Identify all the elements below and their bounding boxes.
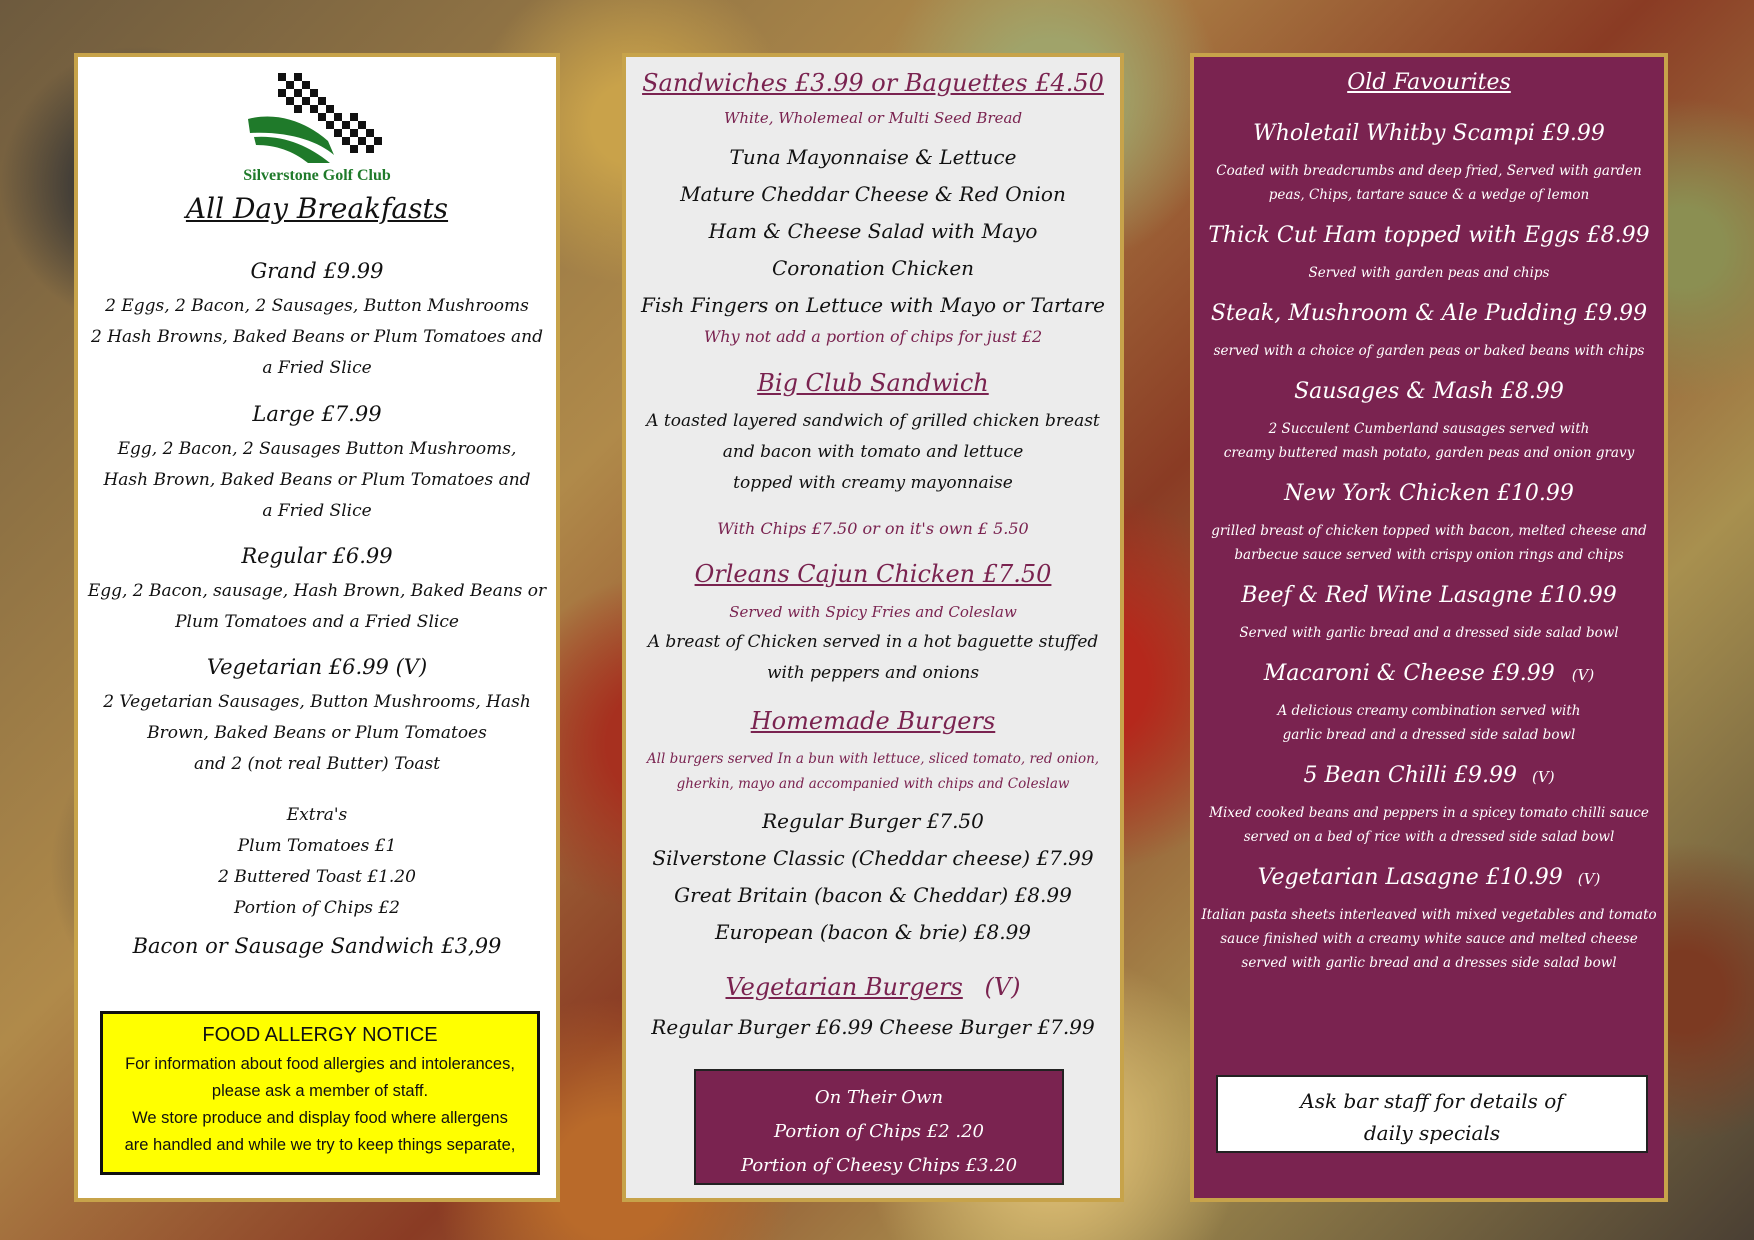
desc-line: Served with garlic bread and a dressed side salad bowl <box>1239 625 1619 641</box>
specials-line: daily specials <box>1363 1121 1501 1145</box>
desc-line: A breast of Chicken served in a hot baguette stuffed <box>647 632 1099 652</box>
own-heading: On Their Own <box>814 1087 944 1108</box>
filling-item: Coronation Chicken <box>771 256 975 280</box>
item-desc-large <box>78 434 556 527</box>
specials-line: Ask bar staff for details of <box>1300 1089 1564 1113</box>
desc-line: served on a bed of rice with a dressed side salad bowl <box>1243 829 1615 845</box>
cajun-desc <box>626 627 1120 689</box>
item-desc-scampi <box>1194 159 1664 207</box>
fillings-list <box>626 139 1120 324</box>
allergy-line: are handled and while we try to keep things separate, <box>124 1136 516 1154</box>
extras-item: Portion of Chips £2 <box>234 898 400 918</box>
own-item: Portion of Chips £2 .20 <box>773 1121 985 1142</box>
item-desc-beef-lasagne <box>1194 621 1664 645</box>
section-title-veg-burgers <box>626 973 1120 1001</box>
big-club-desc <box>626 406 1120 499</box>
sub-line: All burgers served In a bun with lettuce, sliced tomato, red onion, <box>646 751 1100 767</box>
veg-marker: (V) <box>1577 870 1601 888</box>
item-heading-macaroni <box>1194 661 1664 686</box>
extras-item: Plum Tomatoes £1 <box>237 836 397 856</box>
heading-text: 5 Bean Chilli £9.99 <box>1303 763 1518 788</box>
item-heading-large: Large £7.99 <box>252 402 382 426</box>
desc-line: Egg, 2 Bacon, 2 Sausages Button Mushrooms, <box>117 439 517 459</box>
heading-text: Vegetarian Lasagne £10.99 <box>1257 865 1563 890</box>
section-title-burgers: Homemade Burgers <box>750 707 996 735</box>
item-desc-macaroni <box>1194 699 1664 747</box>
desc-line: a Fried Slice <box>262 358 372 378</box>
specials-box <box>1216 1075 1648 1153</box>
veg-marker: (V) <box>984 973 1021 1001</box>
item-desc-vegetarian <box>78 687 556 780</box>
section-title-big-club: Big Club Sandwich <box>757 369 989 397</box>
filling-item: Fish Fingers on Lettuce with Mayo or Tartare <box>641 293 1105 317</box>
desc-line: a Fried Slice <box>262 501 372 521</box>
item-desc-sausages <box>1194 417 1664 465</box>
burgers-sub <box>626 747 1120 797</box>
section-title-breakfasts: All Day Breakfasts <box>185 192 449 225</box>
cajun-sub: Served with Spicy Fries and Coleslaw <box>729 603 1017 621</box>
silverstone-logo-icon <box>238 71 398 181</box>
desc-line: A toasted layered sandwich of grilled chicken breast <box>646 411 1100 431</box>
veg-burgers-title: Vegetarian Burgers <box>725 973 963 1001</box>
item-heading-grand: Grand £9.99 <box>250 259 384 283</box>
desc-line: A delicious creamy combination served with <box>1277 703 1581 719</box>
burgers-list <box>626 803 1120 951</box>
desc-line: Mixed cooked beans and peppers in a spicey tomato chilli sauce <box>1209 805 1649 821</box>
breakfast-panel <box>74 53 560 1202</box>
section-title-old-favourites: Old Favourites <box>1347 70 1511 95</box>
desc-line: served with a choice of garden peas or baked beans with chips <box>1213 343 1645 359</box>
extras-item: 2 Buttered Toast £1.20 <box>218 867 416 887</box>
desc-line: sauce finished with a creamy white sauce and melted cheese <box>1220 931 1638 947</box>
desc-line: and bacon with tomato and lettuce <box>722 442 1024 462</box>
desc-line: Egg, 2 Bacon, sausage, Hash Brown, Baked Beans or <box>87 581 547 601</box>
allergy-line: please ask a member of staff. <box>211 1082 429 1100</box>
desc-line: topped with creamy mayonnaise <box>733 473 1013 493</box>
item-desc-ny-chicken <box>1194 519 1664 567</box>
veg-marker: (V) <box>1532 768 1555 786</box>
desc-line: with peppers and onions <box>766 663 980 683</box>
desc-line: 2 Hash Browns, Baked Beans or Plum Tomatoes and <box>90 327 544 347</box>
desc-line: garlic bread and a dressed side salad bowl <box>1282 727 1576 743</box>
desc-line: 2 Eggs, 2 Bacon, 2 Sausages, Button Mushrooms <box>105 296 529 316</box>
desc-line: Served with garden peas and chips <box>1308 265 1550 281</box>
section-title-sandwiches: Sandwiches £3.99 or Baguettes £4.50 <box>642 69 1104 97</box>
desc-line: Italian pasta sheets interleaved with mixed vegetables and tomato <box>1201 907 1657 923</box>
allergy-line: We store produce and display food where allergens <box>132 1109 508 1127</box>
desc-line: barbecue sauce served with crispy onion rings and chips <box>1234 547 1624 563</box>
filling-item: Ham & Cheese Salad with Mayo <box>708 219 1038 243</box>
extras-heading: Extra's <box>286 805 348 825</box>
desc-line: 2 Vegetarian Sausages, Button Mushrooms, Hash <box>103 692 531 712</box>
heading-text: Macaroni & Cheese £9.99 <box>1263 661 1555 686</box>
sub-line: gherkin, mayo and accompanied with chips and Coleslaw <box>676 776 1070 792</box>
desc-line: creamy buttered mash potato, garden peas and onion gravy <box>1223 445 1635 461</box>
burger-item: Silverstone Classic (Cheddar cheese) £7.99 <box>652 846 1094 870</box>
allergy-notice <box>100 1011 540 1175</box>
allergy-line: For information about food allergies and intolerances, <box>125 1055 515 1073</box>
desc-line: Plum Tomatoes and a Fried Slice <box>175 612 459 632</box>
item-heading-pudding: Steak, Mushroom & Ale Pudding £9.99 <box>1210 301 1648 326</box>
desc-line: grilled breast of chicken topped with bacon, melted cheese and <box>1211 523 1647 539</box>
item-heading-beef-lasagne: Beef & Red Wine Lasagne £10.99 <box>1241 583 1617 608</box>
item-desc-chilli <box>1194 801 1664 849</box>
item-heading-sausages: Sausages & Mash £8.99 <box>1294 379 1564 404</box>
desc-line: 2 Succulent Cumberland sausages served with <box>1268 421 1590 437</box>
own-item: Portion of Cheesy Chips £3.20 <box>740 1155 1018 1176</box>
desc-line: and 2 (not real Butter) Toast <box>193 754 441 774</box>
burger-item: Regular Burger £7.50 <box>762 809 984 833</box>
filling-item: Mature Cheddar Cheese & Red Onion <box>680 182 1066 206</box>
sandwich-item: Bacon or Sausage Sandwich £3,99 <box>132 934 502 958</box>
item-desc-ham <box>1194 261 1664 285</box>
extras-list <box>78 800 556 924</box>
logo-text: Silverstone Golf Club <box>243 167 391 184</box>
big-club-price: With Chips £7.50 or on it's own £ 5.50 <box>717 519 1029 538</box>
item-desc-regular <box>78 576 556 638</box>
allergy-heading: FOOD ALLERGY NOTICE <box>202 1024 438 1046</box>
old-favourites-panel <box>1190 53 1668 1202</box>
item-heading-ham: Thick Cut Ham topped with Eggs £8.99 <box>1208 223 1650 248</box>
desc-line: Brown, Baked Beans or Plum Tomatoes <box>147 723 487 743</box>
burger-item: Great Britain (bacon & Cheddar) £8.99 <box>674 883 1072 907</box>
bread-options: White, Wholemeal or Multi Seed Bread <box>723 109 1023 127</box>
item-desc-grand <box>78 291 556 384</box>
desc-line: Coated with breadcrumbs and deep fried, Served with garden <box>1216 163 1642 179</box>
chips-note: Why not add a portion of chips for just £2 <box>703 327 1043 346</box>
desc-line: served with garlic bread and a dresses side salad bowl <box>1241 955 1617 971</box>
item-heading-veg-lasagne <box>1194 865 1664 890</box>
item-heading-chilli <box>1194 763 1664 788</box>
item-heading-scampi: Wholetail Whitby Scampi £9.99 <box>1253 121 1605 146</box>
veg-marker: (V) <box>1571 666 1595 684</box>
item-desc-veg-lasagne <box>1194 903 1664 975</box>
item-heading-vegetarian: Vegetarian £6.99 (V) <box>206 655 428 679</box>
sandwich-burger-panel <box>622 53 1124 1202</box>
section-title-cajun: Orleans Cajun Chicken £7.50 <box>694 560 1052 588</box>
desc-line: Hash Brown, Baked Beans or Plum Tomatoes and <box>103 470 531 490</box>
desc-line: peas, Chips, tartare sauce & a wedge of lemon <box>1268 187 1590 203</box>
item-heading-ny-chicken: New York Chicken £10.99 <box>1284 481 1574 506</box>
burger-item: European (bacon & brie) £8.99 <box>714 920 1032 944</box>
item-desc-pudding <box>1194 339 1664 363</box>
on-their-own-box <box>694 1069 1064 1185</box>
veg-burgers-line: Regular Burger £6.99 Cheese Burger £7.99 <box>651 1015 1095 1039</box>
filling-item: Tuna Mayonnaise & Lettuce <box>729 145 1017 169</box>
item-heading-regular: Regular £6.99 <box>241 544 393 568</box>
